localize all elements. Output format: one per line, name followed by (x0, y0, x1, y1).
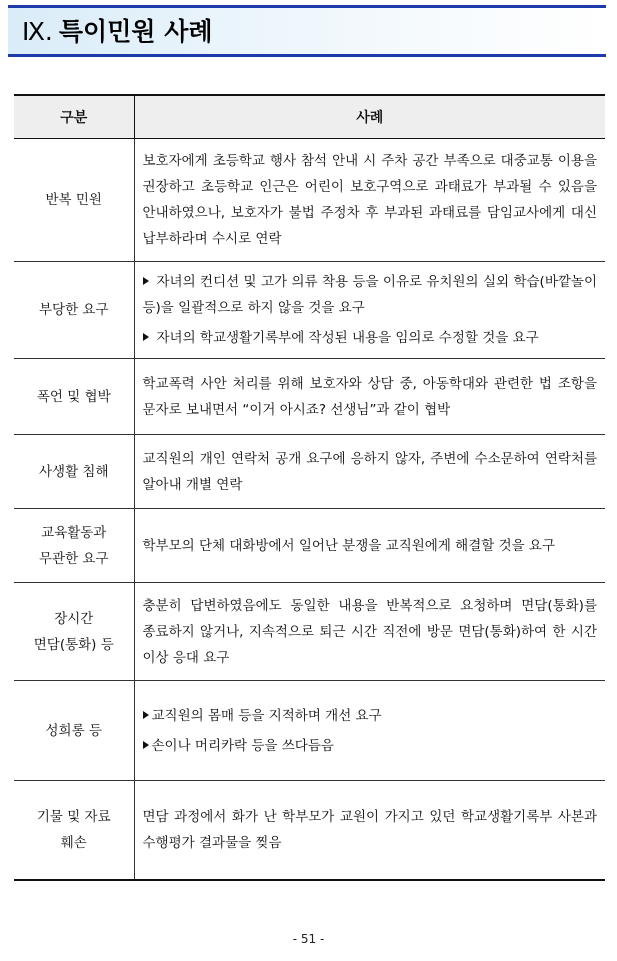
category-line: 기물 및 자료 (36, 808, 111, 825)
section-title-text: 특이민원 사례 (58, 17, 213, 46)
row-description: 면담 과정에서 화가 난 학부모가 교원이 가지고 있던 학교생활기록부 사본과 수행평가 결과물을 찢음 (134, 781, 605, 880)
row-category: 폭언 및 협박 (14, 359, 134, 435)
table-row (14, 509, 605, 583)
category-line: 면담(통화) 등 (33, 636, 114, 653)
list-item (143, 733, 598, 759)
list-item-text: 자녀의 컨디션 및 고가 의류 착용 등을 이유로 유치원의 실외 학습(바깥놀이 등)을 일괄적으로 하지 않을 것을 요구 (142, 274, 597, 316)
row-description: 보호자에게 초등학교 행사 참석 안내 시 주차 공간 부족으로 대중교통 이용을 권장하고 초등학교 인근은 어린이 보호구역으로 과태료가 부과될 수 있음을 안내하였으나, 보호자가 불법 주정차 후 부과된 과태료를 담임교사에게 대신 납부하라며 수시로 연락 (134, 139, 605, 262)
triangle-bullet-icon (143, 277, 149, 285)
section-title-banner (8, 5, 606, 57)
category-line: 장시간 (54, 610, 94, 627)
category-line: 훼손 (60, 834, 87, 851)
page-number: - 51 - (292, 932, 325, 946)
row-description (134, 262, 605, 359)
row-category: 사생활 침해 (14, 435, 134, 509)
row-category: 반복 민원 (14, 139, 134, 262)
row-description (134, 681, 605, 781)
column-header-case: 사례 (134, 95, 605, 139)
list-item-text: 교직원의 몸매 등을 지적하며 개선 요구 (151, 707, 382, 724)
table-header-row (14, 95, 605, 139)
row-category: 성희롱 등 (14, 681, 134, 781)
row-category (14, 583, 134, 681)
table-row (14, 681, 605, 781)
table-row (14, 583, 605, 681)
table-row (14, 262, 605, 359)
list-item (143, 325, 598, 351)
row-category (14, 509, 134, 583)
row-category (14, 781, 134, 880)
column-header-category: 구분 (14, 95, 134, 139)
category-line: 교육활동과 (41, 524, 107, 541)
row-description: 학교폭력 사안 처리를 위해 보호자와 상담 중, 아동학대와 관련한 법 조항을 문자로 보내면서 “이거 아시죠? 선생님”과 같이 협박 (134, 359, 605, 435)
row-description: 충분히 답변하였음에도 동일한 내용을 반복적으로 요청하며 면담(통화)를 종료하지 않거나, 지속적으로 퇴근 시간 직전에 방문 면담(통화)하여 한 시간 이상 응대 요구 (134, 583, 605, 681)
list-item (143, 269, 598, 321)
section-number: Ⅸ. (22, 17, 53, 46)
triangle-bullet-icon (143, 741, 149, 749)
table-row (14, 781, 605, 880)
row-description: 학부모의 단체 대화방에서 일어난 분쟁을 교직원에게 해결할 것을 요구 (134, 509, 605, 583)
list-item-text: 자녀의 학교생활기록부에 작성된 내용을 임의로 수정할 것을 요구 (156, 330, 539, 346)
row-description: 교직원의 개인 연락처 공개 요구에 응하지 않자, 주변에 수소문하여 연락처를 알아내 개별 연락 (134, 435, 605, 509)
table-row (14, 359, 605, 435)
section-title (22, 17, 213, 47)
row-category: 부당한 요구 (14, 262, 134, 359)
triangle-bullet-icon (143, 333, 149, 341)
triangle-bullet-icon (143, 711, 149, 719)
table-row (14, 139, 605, 262)
category-line: 무관한 요구 (39, 550, 109, 567)
list-item-text: 손이나 머리카락 등을 쓰다듬음 (151, 737, 334, 754)
case-table (14, 94, 605, 881)
table-row (14, 435, 605, 509)
list-item (143, 703, 598, 729)
